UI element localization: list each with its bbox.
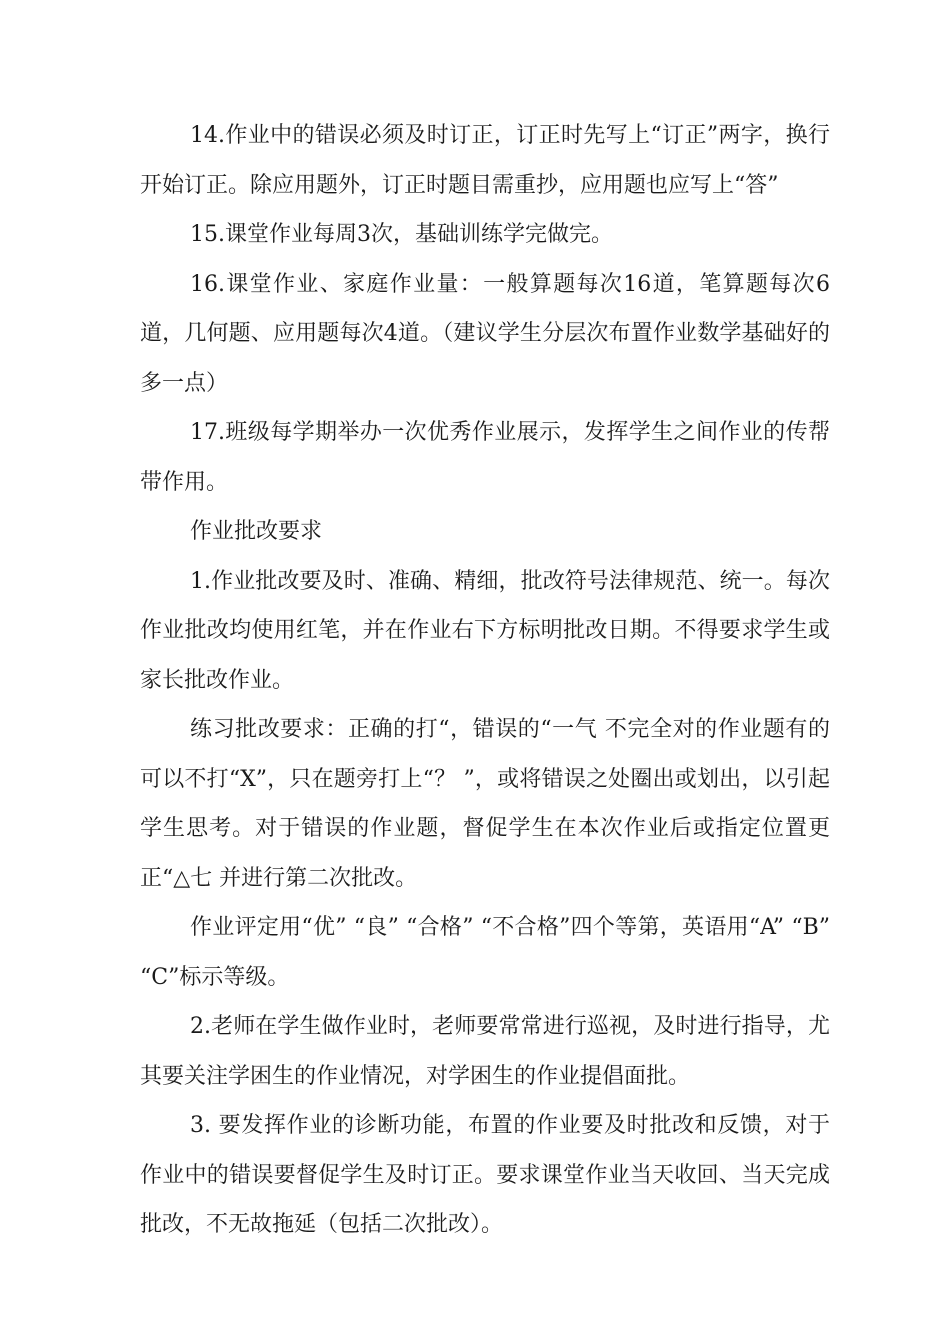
requirement-item-3: 3. 要发挥作业的诊断功能，布置的作业要及时批改和反馈，对于作业中的错误要督促学生及时订正。要求课堂作业当天收回、当天完成批改，不无故拖延（包括二次批改）。 [140,1113,830,1237]
paragraph-item-17: 17.班级每学期举办一次优秀作业展示，发挥学生之间作业的传帮带作用。 [140,420,830,495]
paragraph-item-16: 16.课堂作业、家庭作业量：一般算题每次16道，笔算题每次6道，几何题、应用题每次4道。（建议学生分层次布置作业数学基础好的多一点） [140,271,830,396]
paragraph-item-15: 15.课堂作业每周3次，基础训练学完做完。 [190,222,613,247]
document-body [140,111,830,1250]
requirement-item-2: 2.老师在学生做作业时，老师要常常进行巡视，及时进行指导，尤其要关注学困生的作业情况，对学困生的作业提倡面批。 [140,1014,830,1089]
requirement-item-1: 1.作业批改要及时、准确、精细，批改符号法律规范、统一。每次作业批改均使用红笔，并在作业右下方标明批改日期。不得要求学生或家长批改作业。 [140,568,830,693]
section-heading: 作业批改要求 [190,519,323,544]
exercise-marking-paragraph: 练习批改要求：正确的打“，错误的“一气 不完全对的作业题有的可以不打“X”，只在题旁打上“？ ”，或将错误之处圈出或划出，以引起学生思考。对于错误的作业题，督促学生在本次作业后或指定位置更正“△七 并进行第二次批改。 [140,717,830,891]
paragraph-item-14: 14.作业中的错误必须及时订正，订正时先写上“订正”两字，换行开始订正。除应用题外，订正时题目需重抄，应用题也应写上“答” [140,123,830,198]
grading-paragraph: 作业评定用“优” “良” “合格” “不合格”四个等第，英语用“A” “B” “C”标示等级。 [140,915,830,990]
